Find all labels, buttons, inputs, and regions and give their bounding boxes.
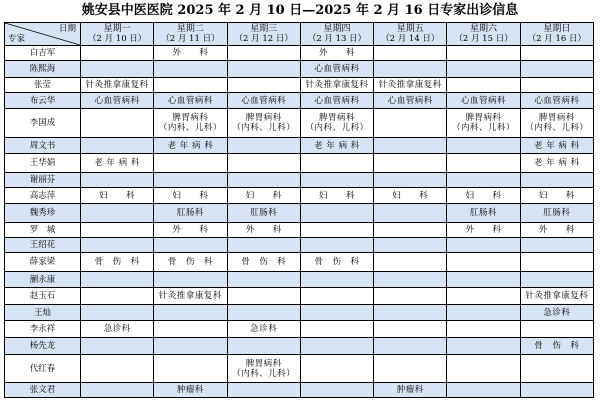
schedule-cell bbox=[520, 253, 593, 272]
schedule-cell bbox=[154, 338, 227, 355]
schedule-cell bbox=[81, 138, 154, 154]
date-label: （2 月 13 日） bbox=[307, 34, 367, 44]
schedule-cell bbox=[374, 272, 447, 288]
schedule-cell bbox=[447, 238, 520, 253]
schedule-cell: 外 科 bbox=[300, 46, 373, 61]
table-row bbox=[5, 93, 594, 109]
schedule-cell bbox=[81, 204, 154, 223]
schedule-cell bbox=[81, 238, 154, 253]
schedule-cell bbox=[374, 154, 447, 173]
schedule-cell bbox=[520, 321, 593, 338]
table-row bbox=[5, 46, 594, 61]
table-row bbox=[5, 154, 594, 173]
expert-name: 王绍花 bbox=[5, 238, 81, 253]
schedule-cell bbox=[154, 61, 227, 78]
date-label: （2 月 14 日） bbox=[381, 34, 440, 44]
schedule-cell: 肿瘤科 bbox=[374, 383, 447, 398]
expert-name: 周文书 bbox=[5, 138, 81, 154]
table-row bbox=[5, 253, 594, 272]
schedule-cell bbox=[374, 321, 447, 338]
schedule-cell: 心血管病科 bbox=[447, 93, 520, 109]
schedule-cell bbox=[300, 288, 373, 305]
department-line: 脾胃病科 bbox=[538, 113, 575, 123]
schedule-cell bbox=[154, 355, 227, 383]
schedule-cell: 心血管病科 bbox=[520, 93, 593, 109]
date-label: （2 月 16 日） bbox=[527, 34, 587, 44]
schedule-cell bbox=[447, 321, 520, 338]
schedule-cell bbox=[447, 338, 520, 355]
schedule-cell bbox=[227, 288, 300, 305]
schedule-cell bbox=[447, 288, 520, 305]
schedule-cell: 老 年 病 科 bbox=[520, 138, 593, 154]
schedule-cell bbox=[227, 109, 300, 138]
schedule-cell bbox=[300, 238, 373, 253]
schedule-cell bbox=[374, 138, 447, 154]
weekday-label: 星期二 bbox=[176, 24, 204, 34]
expert-name: 白吉军 bbox=[5, 46, 81, 61]
schedule-cell bbox=[520, 238, 593, 253]
expert-name: 赵玉石 bbox=[5, 288, 81, 305]
schedule-cell bbox=[154, 238, 227, 253]
table-row bbox=[5, 355, 594, 383]
schedule-cell bbox=[520, 272, 593, 288]
schedule-cell: 妇 科 bbox=[374, 188, 447, 204]
table-row bbox=[5, 204, 594, 223]
schedule-cell bbox=[227, 46, 300, 61]
schedule-cell: 妇 科 bbox=[154, 188, 227, 204]
department-subline: （内科、儿科） bbox=[452, 123, 516, 133]
schedule-cell: 肿瘤科 bbox=[154, 383, 227, 398]
schedule-cell bbox=[374, 61, 447, 78]
schedule-cell bbox=[300, 173, 373, 188]
department-line: 脾胃病科 bbox=[245, 113, 282, 123]
schedule-cell: 针灸推拿康复科 bbox=[300, 78, 373, 93]
schedule-cell bbox=[227, 355, 300, 383]
schedule-cell: 妇 科 bbox=[520, 188, 593, 204]
schedule-cell: 急诊科 bbox=[520, 305, 593, 321]
schedule-cell: 急诊科 bbox=[227, 321, 300, 338]
page-title: 姚安县中医医院 2025 年 2 月 10 日—2025 年 2 月 16 日专家出诊信息 bbox=[81, 3, 519, 18]
schedule-cell bbox=[447, 253, 520, 272]
table-row bbox=[5, 109, 594, 138]
table-row bbox=[5, 61, 594, 78]
schedule-cell bbox=[374, 288, 447, 305]
schedule-cell bbox=[447, 355, 520, 383]
schedule-cell bbox=[374, 204, 447, 223]
expert-name: 布云华 bbox=[5, 93, 81, 109]
schedule-cell: 外 科 bbox=[154, 223, 227, 238]
weekday-label: 星期一 bbox=[103, 24, 131, 34]
schedule-cell: 外 科 bbox=[227, 223, 300, 238]
schedule-cell: 老 年 病 科 bbox=[81, 154, 154, 173]
date-label: （2 月 12 日） bbox=[234, 34, 293, 44]
schedule-cell bbox=[300, 305, 373, 321]
schedule-cell bbox=[300, 109, 373, 138]
schedule-cell bbox=[447, 138, 520, 154]
table-row bbox=[5, 272, 594, 288]
schedule-cell bbox=[300, 204, 373, 223]
schedule-cell bbox=[374, 305, 447, 321]
table-row bbox=[5, 305, 594, 321]
schedule-cell: 骨 伤 科 bbox=[227, 253, 300, 272]
schedule-cell bbox=[447, 383, 520, 398]
schedule-cell: 肛肠科 bbox=[447, 204, 520, 223]
expert-name: 张莹 bbox=[5, 78, 81, 93]
schedule-cell bbox=[300, 321, 373, 338]
schedule-cell bbox=[81, 272, 154, 288]
schedule-cell: 肛肠科 bbox=[520, 204, 593, 223]
schedule-cell: 心血管病科 bbox=[227, 93, 300, 109]
schedule-cell: 老 年 病 科 bbox=[154, 138, 227, 154]
schedule-cell bbox=[227, 138, 300, 154]
schedule-cell bbox=[81, 109, 154, 138]
schedule-cell: 外 科 bbox=[154, 46, 227, 61]
table-row bbox=[5, 223, 594, 238]
day-header-4 bbox=[300, 23, 373, 46]
expert-name: 张文君 bbox=[5, 383, 81, 398]
schedule-cell: 针灸推拿康复科 bbox=[81, 78, 154, 93]
department-line: 脾胃病科 bbox=[465, 113, 502, 123]
schedule-cell: 心血管病科 bbox=[300, 61, 373, 78]
schedule-cell bbox=[520, 355, 593, 383]
weekday-label: 星期四 bbox=[323, 24, 351, 34]
schedule-cell: 心血管病科 bbox=[374, 93, 447, 109]
schedule-cell bbox=[154, 109, 227, 138]
schedule-cell bbox=[300, 338, 373, 355]
table-row bbox=[5, 238, 594, 253]
table-row bbox=[5, 321, 594, 338]
schedule-cell bbox=[227, 305, 300, 321]
schedule-cell bbox=[520, 383, 593, 398]
schedule-cell bbox=[374, 338, 447, 355]
schedule-cell bbox=[300, 355, 373, 383]
schedule-cell: 针灸推拿康复科 bbox=[154, 288, 227, 305]
department-subline: （内科、儿科） bbox=[158, 123, 222, 133]
schedule-cell bbox=[374, 238, 447, 253]
schedule-cell: 老 年 病 科 bbox=[520, 154, 593, 173]
schedule-cell bbox=[81, 61, 154, 78]
schedule-cell bbox=[520, 173, 593, 188]
schedule-cell bbox=[374, 355, 447, 383]
weekday-label: 星期三 bbox=[250, 24, 278, 34]
header-row bbox=[5, 23, 594, 46]
schedule-cell: 妇 科 bbox=[227, 188, 300, 204]
schedule-cell bbox=[447, 154, 520, 173]
schedule-cell bbox=[374, 173, 447, 188]
schedule-cell bbox=[81, 383, 154, 398]
schedule-cell bbox=[227, 154, 300, 173]
schedule-cell bbox=[227, 238, 300, 253]
weekday-label: 星期六 bbox=[470, 24, 498, 34]
schedule-cell bbox=[81, 288, 154, 305]
schedule-cell: 骨 伤 科 bbox=[154, 253, 227, 272]
weekday-label: 星期日 bbox=[543, 24, 571, 34]
schedule-cell: 外 科 bbox=[520, 223, 593, 238]
schedule-cell bbox=[374, 109, 447, 138]
schedule-cell bbox=[81, 173, 154, 188]
schedule-cell bbox=[374, 46, 447, 61]
schedule-cell: 心血管病科 bbox=[154, 93, 227, 109]
day-header-1 bbox=[81, 23, 154, 46]
expert-name: 王灿 bbox=[5, 305, 81, 321]
schedule-cell bbox=[227, 78, 300, 93]
schedule-body bbox=[5, 46, 594, 398]
expert-name: 李国成 bbox=[5, 109, 81, 138]
department-subline: （内科、儿科） bbox=[232, 123, 296, 133]
schedule-cell bbox=[227, 173, 300, 188]
expert-name: 陈熙海 bbox=[5, 61, 81, 78]
department-subline: （内科、儿科） bbox=[232, 368, 296, 379]
schedule-cell bbox=[81, 46, 154, 61]
department-line: 脾胃病科 bbox=[172, 113, 209, 123]
corner-cell bbox=[5, 23, 81, 46]
expert-name: 罗 城 bbox=[5, 223, 81, 238]
schedule-cell: 骨 伤 科 bbox=[81, 253, 154, 272]
schedule-cell bbox=[447, 272, 520, 288]
schedule-cell bbox=[154, 78, 227, 93]
schedule-cell bbox=[447, 305, 520, 321]
schedule-cell bbox=[300, 223, 373, 238]
schedule-cell bbox=[447, 173, 520, 188]
schedule-cell bbox=[81, 355, 154, 383]
department-subline: （内科、儿科） bbox=[305, 123, 369, 133]
schedule-cell bbox=[81, 223, 154, 238]
department-subline: （内科、儿科） bbox=[525, 123, 589, 133]
schedule-cell bbox=[300, 383, 373, 398]
schedule-cell: 妇 科 bbox=[447, 188, 520, 204]
schedule-cell bbox=[520, 109, 593, 138]
schedule-cell bbox=[300, 154, 373, 173]
schedule-cell: 妇 科 bbox=[81, 188, 154, 204]
schedule-cell bbox=[520, 61, 593, 78]
expert-name: 杨先龙 bbox=[5, 338, 81, 355]
expert-name: 谢丽芬 bbox=[5, 173, 81, 188]
schedule-cell: 骨 伤 科 bbox=[520, 338, 593, 355]
expert-name: 李永祥 bbox=[5, 321, 81, 338]
department-line: 脾胃病科 bbox=[245, 358, 282, 369]
table-row bbox=[5, 138, 594, 154]
day-header-6 bbox=[447, 23, 520, 46]
schedule-cell bbox=[154, 321, 227, 338]
schedule-cell bbox=[447, 46, 520, 61]
expert-name: 魏秀珍 bbox=[5, 204, 81, 223]
day-header-3 bbox=[227, 23, 300, 46]
schedule-cell bbox=[154, 154, 227, 173]
expert-name: 王华娟 bbox=[5, 154, 81, 173]
schedule-cell bbox=[154, 272, 227, 288]
schedule-cell bbox=[227, 383, 300, 398]
expert-name: 代红春 bbox=[5, 355, 81, 383]
schedule-cell: 心血管病科 bbox=[300, 93, 373, 109]
expert-name: 薛家梁 bbox=[5, 253, 81, 272]
schedule-table bbox=[4, 22, 594, 398]
table-row bbox=[5, 383, 594, 398]
schedule-cell: 骨 伤 科 bbox=[300, 253, 373, 272]
weekday-label: 星期五 bbox=[396, 24, 424, 34]
schedule-cell bbox=[520, 78, 593, 93]
schedule-cell bbox=[374, 223, 447, 238]
schedule-cell bbox=[447, 78, 520, 93]
schedule-cell bbox=[374, 253, 447, 272]
day-header-7 bbox=[520, 23, 593, 46]
corner-date-label: 日期 bbox=[58, 24, 76, 34]
table-row bbox=[5, 173, 594, 188]
day-header-5 bbox=[374, 23, 447, 46]
schedule-cell bbox=[227, 61, 300, 78]
schedule-cell bbox=[300, 272, 373, 288]
schedule-cell bbox=[81, 338, 154, 355]
day-header-2 bbox=[154, 23, 227, 46]
expert-name: 高志萍 bbox=[5, 188, 81, 204]
date-label: （2 月 10 日） bbox=[87, 34, 147, 44]
schedule-cell bbox=[154, 305, 227, 321]
table-row bbox=[5, 288, 594, 305]
schedule-cell bbox=[447, 61, 520, 78]
schedule-cell: 外 科 bbox=[447, 223, 520, 238]
schedule-cell bbox=[520, 46, 593, 61]
schedule-cell bbox=[81, 305, 154, 321]
schedule-cell: 心血管病科 bbox=[81, 93, 154, 109]
schedule-cell bbox=[227, 272, 300, 288]
schedule-cell: 肛肠科 bbox=[227, 204, 300, 223]
schedule-cell bbox=[447, 109, 520, 138]
table-row bbox=[5, 338, 594, 355]
table-row bbox=[5, 188, 594, 204]
table-row bbox=[5, 78, 594, 93]
date-label: （2 月 15 日） bbox=[454, 34, 513, 44]
schedule-cell: 妇 科 bbox=[300, 188, 373, 204]
department-line: 脾胃病科 bbox=[318, 113, 355, 123]
schedule-cell: 肛肠科 bbox=[154, 204, 227, 223]
schedule-cell: 老 年 病 科 bbox=[300, 138, 373, 154]
schedule-cell bbox=[154, 173, 227, 188]
schedule-cell: 急诊科 bbox=[81, 321, 154, 338]
schedule-cell: 针灸推拿康复科 bbox=[520, 288, 593, 305]
schedule-cell bbox=[227, 338, 300, 355]
schedule-cell: 针灸推拿康复科 bbox=[374, 78, 447, 93]
expert-name: 蒯永康 bbox=[5, 272, 81, 288]
corner-expert-label: 专家 bbox=[8, 34, 26, 44]
date-label: （2 月 11 日） bbox=[161, 34, 220, 44]
